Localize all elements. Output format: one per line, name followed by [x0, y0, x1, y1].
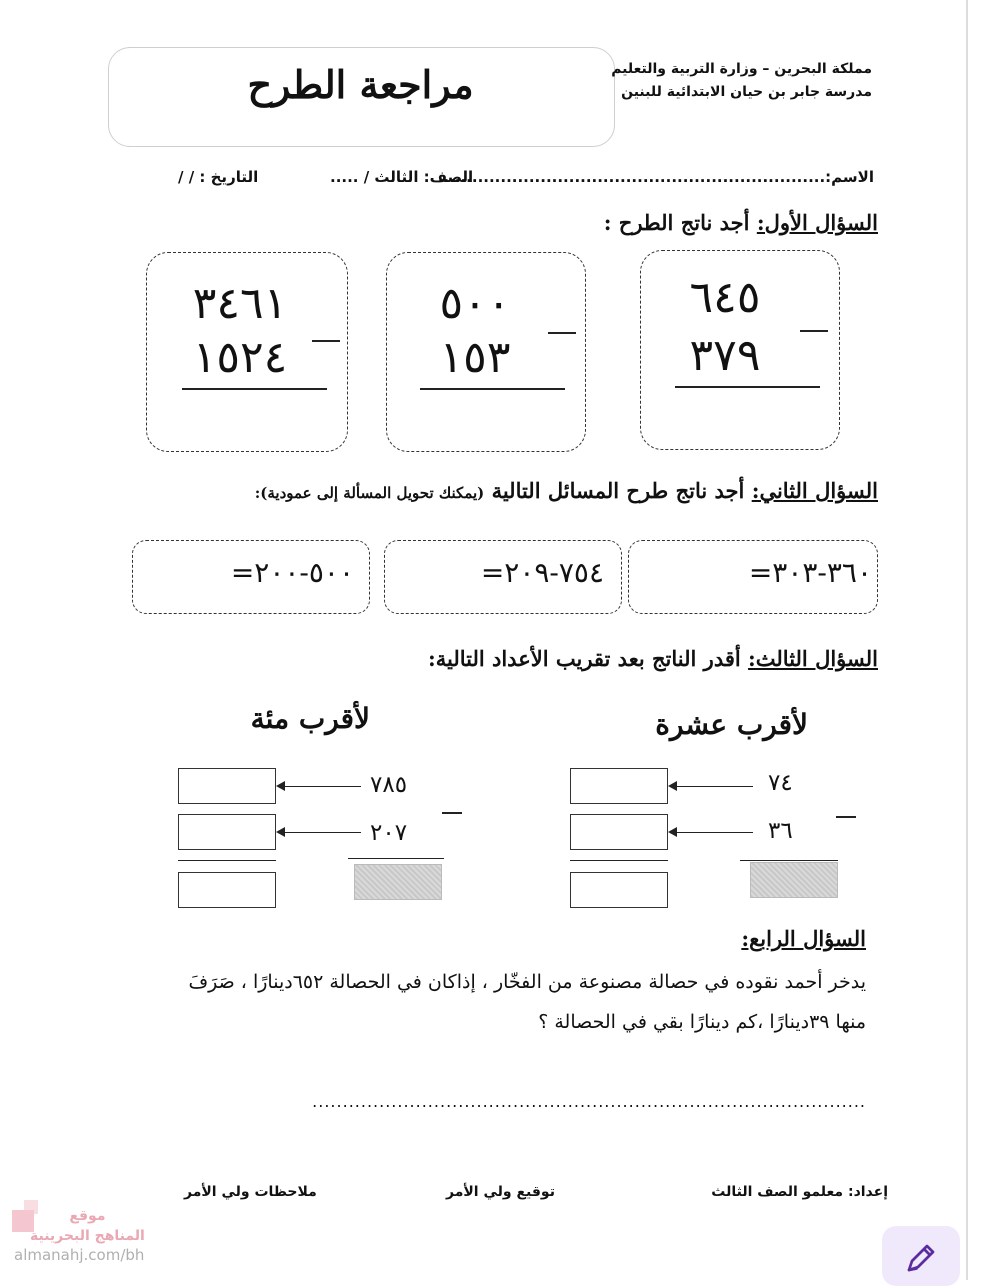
q4-answer-line[interactable]: ........................................................................................... — [312, 1092, 866, 1111]
footer-notes: ملاحظات ولي الأمر — [184, 1184, 317, 1200]
q3-hundred-line-right — [348, 858, 444, 859]
class-field: الصف: الثالث / ..... — [330, 168, 474, 186]
q3-hundred-estimate — [354, 864, 442, 900]
q1-p3-top: ٣٤٦١ — [192, 278, 288, 329]
watermark-line-2: المناهج البحرينية — [30, 1228, 145, 1244]
q3-text: أقدر الناتج بعد تقريب الأعداد التالية: — [427, 646, 741, 671]
q4-title — [741, 926, 866, 951]
page-frame — [8, 0, 968, 1280]
q2-text: أجد ناتج طرح المسائل التالية — [491, 478, 745, 503]
q3-hundred-line — [178, 860, 276, 861]
page-title: مراجعة الطرح — [247, 62, 474, 107]
q3-ten-arrow-2 — [675, 832, 753, 833]
q3-hundred-answer-2[interactable] — [178, 814, 276, 850]
q3-heading-hundred: لأقرب مئة — [250, 702, 370, 735]
q1-p2-bottom: ١٥٣ — [439, 332, 511, 383]
footer-prepared: إعداد: معلمو الصف الثالث — [711, 1184, 888, 1200]
q1-p3-bottom: ١٥٢٤ — [192, 332, 288, 383]
q3-ten-line-right — [740, 860, 838, 861]
q1-p1-minus — [800, 330, 828, 332]
q3-hundred-num-1: ٧٨٥ — [370, 772, 408, 798]
watermark-url: almanahj.com/bh — [14, 1246, 145, 1264]
q3-ten-estimate — [750, 862, 838, 898]
q3-title — [428, 646, 878, 671]
q1-p2-minus — [548, 332, 576, 334]
q4-label: السؤال الرابع: — [741, 926, 866, 951]
q1-p1-line — [675, 386, 820, 388]
q1-p3-line — [182, 388, 327, 390]
school-line-1: مملكة البحرين – وزارة التربية والتعليم — [611, 61, 872, 77]
school-info — [611, 58, 872, 104]
school-line-2: مدرسة جابر بن حيان الابتدائية للبنين — [621, 84, 872, 100]
q3-ten-minus — [836, 816, 856, 818]
name-field: الاسم:.................................................................... — [437, 168, 874, 186]
q3-label: السؤال الثالث: — [748, 646, 878, 671]
q2-eq-2: ٧٥٤-٢٠٩= — [480, 556, 604, 589]
q3-ten-arrow-1 — [675, 786, 753, 787]
date-field: التاريخ : / / — [178, 168, 259, 186]
q3-hundred-minus — [442, 812, 462, 814]
q3-ten-num-2: ٣٦ — [768, 818, 793, 844]
q2-note: (يمكنك تحويل المسألة إلى عمودية): — [254, 484, 485, 502]
q3-hundred-arrow-1 — [283, 786, 361, 787]
q3-heading-ten: لأقرب عشرة — [655, 708, 808, 741]
watermark-line-1: موقع — [69, 1208, 106, 1224]
q3-ten-num-1: ٧٤ — [768, 770, 793, 796]
q2-label: السؤال الثاني: — [751, 478, 878, 503]
q1-title — [604, 210, 878, 235]
q4-line-1: يدخر أحمد نقوده في حصالة مصنوعة من الفخّار ، إذاكان في الحصالة ٦٥٢دينارًا ، صَرَفَ — [188, 971, 866, 993]
pen-icon — [903, 1240, 939, 1276]
q3-hundred-answer-1[interactable] — [178, 768, 276, 804]
q3-hundred-result[interactable] — [178, 872, 276, 908]
q1-p1-bottom: ٣٧٩ — [689, 330, 761, 381]
q1-p2-line — [420, 388, 565, 390]
q3-hundred-arrow-2 — [283, 832, 361, 833]
q3-hundred-num-2: ٢٠٧ — [370, 820, 408, 846]
footer-signature: توقيع ولي الأمر — [446, 1184, 555, 1200]
q1-p3-minus — [312, 340, 340, 342]
q3-ten-answer-1[interactable] — [570, 768, 668, 804]
watermark-text — [30, 1206, 145, 1246]
q1-p1-top: ٦٤٥ — [689, 272, 761, 323]
q3-ten-answer-2[interactable] — [570, 814, 668, 850]
q1-label: السؤال الأول: — [756, 210, 878, 235]
q3-ten-result[interactable] — [570, 872, 668, 908]
q1-text: أجد ناتج الطرح : — [603, 210, 750, 235]
annotate-button[interactable] — [882, 1226, 960, 1286]
q2-title — [255, 478, 878, 503]
q4-line-2: منها ٣٩دينارًا ،كم دينارًا بقي في الحصالة ؟ — [538, 1011, 866, 1033]
q2-eq-3: ٥٠٠-٢٠٠= — [230, 556, 354, 589]
q1-p2-top: ٥٠٠ — [439, 278, 511, 329]
q3-ten-line — [570, 860, 668, 861]
q2-eq-1: ٣٦٠-٣٠٣= — [748, 556, 872, 589]
